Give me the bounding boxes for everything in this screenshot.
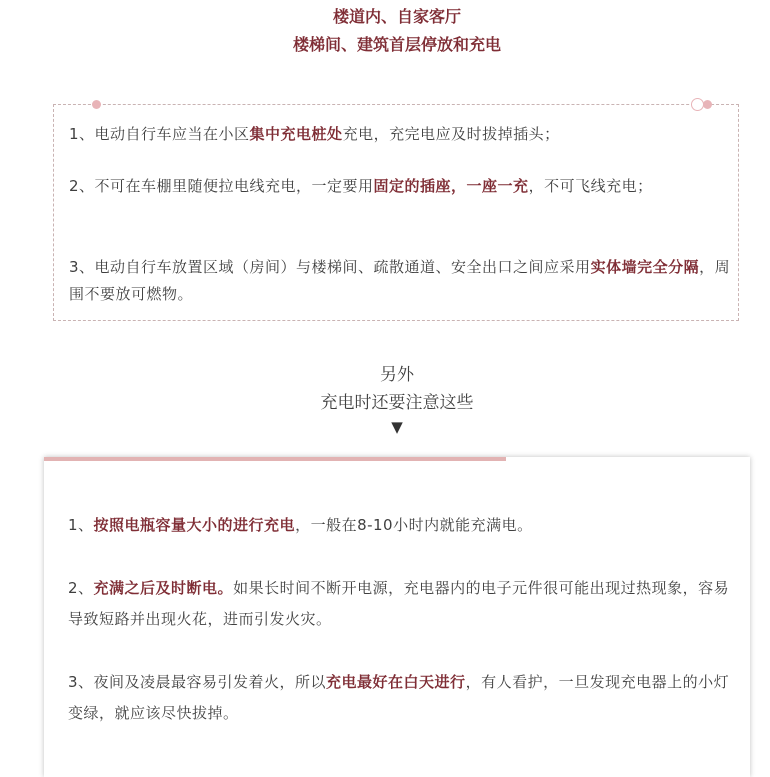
rule-2-text: 2、不可在车棚里随便拉电线充电，一定要用 <box>69 177 374 195</box>
section-heading <box>0 3 770 59</box>
tip-3-text-end: ，有人看护，一旦发现充电器上的小灯变绿，就应该尽快拔掉。 <box>68 673 730 722</box>
rule-3-text-end: ，周围不要放可燃物。 <box>69 258 731 303</box>
rule-item-3 <box>69 254 731 308</box>
tip-item-3 <box>68 667 732 729</box>
heading-line-1: 楼道内、自家客厅 <box>332 7 461 26</box>
rule-item-1 <box>69 121 729 148</box>
rule-item-2 <box>69 173 729 200</box>
tip-item-2 <box>68 573 732 635</box>
card-accent-bar <box>44 457 506 461</box>
decor-dot-right <box>703 100 712 109</box>
rule-1-highlight: 集中充电桩处 <box>249 125 343 143</box>
decor-dot-left <box>92 100 101 109</box>
rule-2-highlight: 固定的插座，一座一充 <box>373 177 529 195</box>
tip-1-highlight: 按照电瓶容量大小的进行充电 <box>93 516 296 534</box>
tip-2-text: 2、 <box>68 579 94 597</box>
tip-item-1 <box>68 512 732 539</box>
tip-2-highlight: 充满之后及时断电。 <box>93 579 234 597</box>
tip-1-text-end: ，一般在8-10小时内就能充满电。 <box>295 516 533 534</box>
arrow-down-icon: ▼ <box>391 418 403 436</box>
rule-3-highlight: 实体墙完全分隔 <box>590 258 700 276</box>
rule-3-text: 3、电动自行车放置区域（房间）与楼梯间、疏散通道、安全出口之间应采用 <box>69 258 591 276</box>
tip-1-text: 1、 <box>68 516 94 534</box>
tip-3-highlight: 充电最好在白天进行 <box>326 673 466 691</box>
divider-line-1: 另外 <box>380 365 414 385</box>
divider-line-2: 充电时还要注意这些 <box>320 393 474 413</box>
rule-1-text-end: 充电，充完电应及时拔掉插头； <box>342 125 560 143</box>
tip-3-text: 3、夜间及凌晨最容易引发着火，所以 <box>68 673 327 691</box>
tip-2-text-end: 如果长时间不断开电源，充电器内的电子元件很可能出现过热现象，容易导致短路并出现火花，进而引发火灾。 <box>68 579 730 628</box>
rule-2-text-end: ，不可飞线充电； <box>528 177 653 195</box>
heading-line-2: 楼梯间、建筑首层停放和充电 <box>292 35 501 54</box>
rule-1-text: 1、电动自行车应当在小区 <box>69 125 250 143</box>
